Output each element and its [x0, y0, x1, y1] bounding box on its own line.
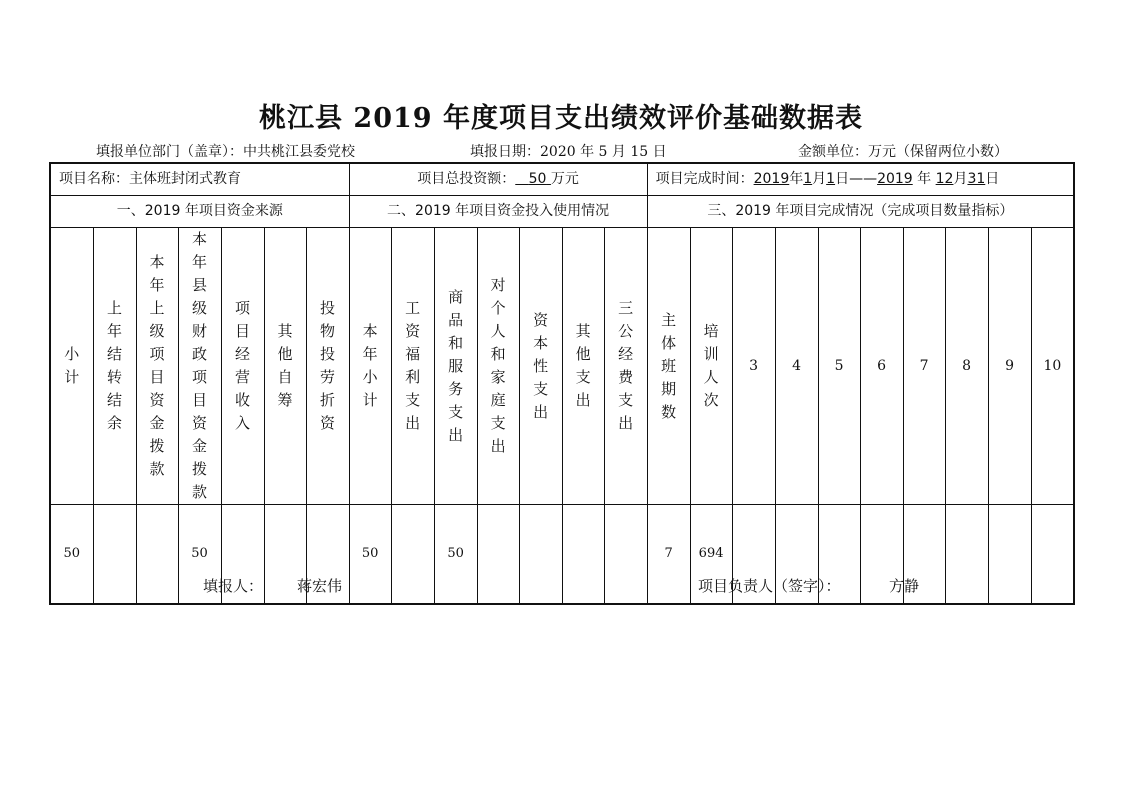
data-cell: [519, 505, 562, 605]
data-table: [49, 162, 1075, 605]
col-header: 本年上级项目资金拨款: [136, 228, 178, 505]
project-leader-label: 项目负责人（签字）：: [698, 577, 841, 595]
project-name-label: 项目名称：: [59, 171, 129, 188]
page-title: 桃江县 2019 年度项目支出绩效评价基础数据表: [259, 103, 863, 134]
investment-cell: [349, 163, 647, 196]
completion-time-cell: 项目完成时间：2019年1月1日——2019 年 12月31日: [647, 163, 1074, 196]
currency-unit: 金额单位：万元（保留两位小数）: [798, 144, 1008, 160]
section-completion: 三、2019 年项目完成情况（完成项目数量指标）: [647, 196, 1074, 228]
investment-unit: 万元: [550, 171, 579, 188]
data-cell: 50: [349, 505, 391, 605]
data-cell: [945, 505, 988, 605]
data-cell: 50: [434, 505, 477, 605]
start-year: 2019: [753, 171, 790, 188]
reporting-unit: 填报单位部门（盖章）：中共桃江县委党校: [96, 144, 355, 160]
end-year: 2019: [877, 171, 913, 188]
completion-label: 项目完成时间：: [655, 171, 754, 188]
data-cell: [136, 505, 178, 605]
section-source: 一、2019 年项目资金来源: [50, 196, 349, 228]
preparer-label: 填报人：: [203, 577, 264, 595]
data-cell: [391, 505, 434, 605]
start-day: 1: [826, 171, 836, 188]
end-month: 12: [935, 171, 954, 188]
project-info-row: [50, 163, 1074, 196]
data-cell: [604, 505, 647, 605]
end-day: 31: [967, 171, 986, 188]
col-header: 小计: [50, 228, 93, 505]
col-header: 10: [1031, 228, 1074, 505]
col-header: 资本性支出: [519, 228, 562, 505]
data-cell: [1031, 505, 1074, 605]
section-usage: 二、2019 年项目资金投入使用情况: [349, 196, 647, 228]
col-header: 6: [860, 228, 903, 505]
col-header: 培训人次: [690, 228, 732, 505]
data-cell: 50: [50, 505, 93, 605]
data-cell: 7: [647, 505, 690, 605]
col-header: 8: [945, 228, 988, 505]
col-header: 工资福利支出: [391, 228, 434, 505]
col-header: 投物投劳折资: [306, 228, 349, 505]
data-cell: [562, 505, 604, 605]
reporting-date: 填报日期：2020 年 5 月 15 日: [470, 144, 667, 160]
col-header: 项目经营收入: [221, 228, 264, 505]
investment-label: 项目总投资额：: [417, 171, 516, 188]
col-header: 商品和服务支出: [434, 228, 477, 505]
col-header: 对个人和家庭支出: [477, 228, 519, 505]
start-month: 1: [803, 171, 813, 188]
col-header: 5: [818, 228, 860, 505]
col-header: 主体班期数: [647, 228, 690, 505]
investment-value: 50: [528, 171, 547, 188]
project-leader-name: 方静: [889, 577, 920, 595]
col-header: 9: [988, 228, 1031, 505]
data-cell: 50: [178, 505, 221, 605]
project-name: 主体班封闭式教育: [129, 171, 241, 188]
col-header: 其他自筹: [264, 228, 306, 505]
preparer-name: 蒋宏伟: [297, 577, 343, 595]
project-name-cell: [50, 163, 349, 196]
col-header: 本年县级财政项目资金拨款: [178, 228, 221, 505]
column-header-row: [50, 228, 1074, 505]
col-header: 上年结转结余: [93, 228, 136, 505]
col-header: 7: [903, 228, 945, 505]
section-header-row: [50, 196, 1074, 228]
col-header: 其他支出: [562, 228, 604, 505]
col-header: 4: [775, 228, 818, 505]
col-header: 3: [732, 228, 775, 505]
col-header: 本年小计: [349, 228, 391, 505]
data-cell: [477, 505, 519, 605]
data-cell: [988, 505, 1031, 605]
data-cell: 694: [690, 505, 732, 605]
col-header: 三公经费支出: [604, 228, 647, 505]
data-cell: [93, 505, 136, 605]
